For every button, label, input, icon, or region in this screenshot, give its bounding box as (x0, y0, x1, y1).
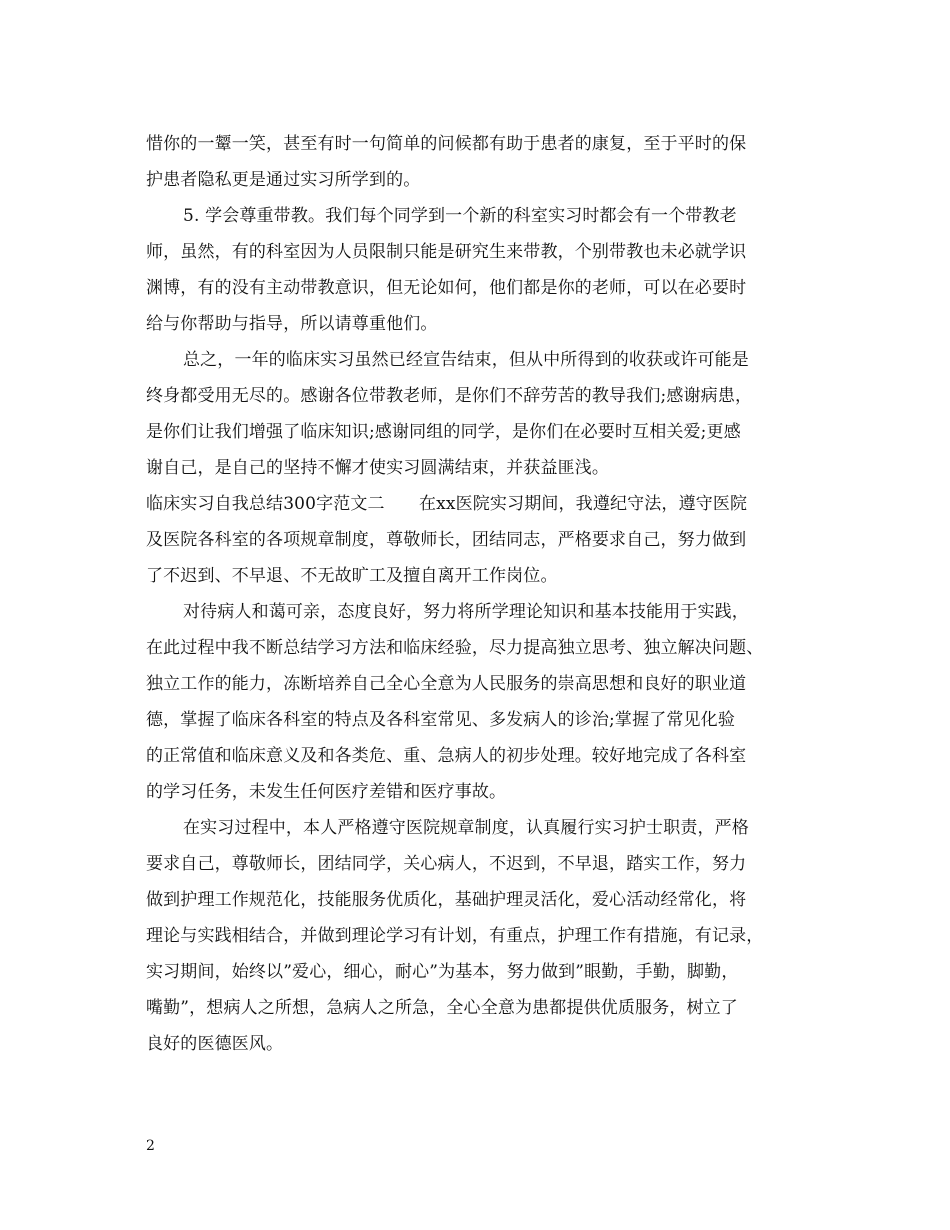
text-line: 给与你帮助与指导，所以请尊重他们。 (146, 314, 438, 334)
text-line: 理论与实践相结合，并做到理论学习有计划，有重点，护理工作有措施，有记录， (146, 926, 764, 946)
text-line: 在实习过程中，本人严格遵守医院规章制度，认真履行实习护士职责，严格 (183, 818, 749, 838)
text-line: 渊博，有的没有主动带教意识，但无论如何，他们都是你的老师，可以在必要时 (146, 278, 747, 298)
text-line: 独立工作的能力，冻断培养自己全心全意为人民服务的崇高思想和良好的职业道 (146, 674, 747, 694)
text-line: 实习期间，始终以”爱心，细心，耐心”为基本，努力做到”眼勤，手勤，脚勤， (146, 962, 739, 982)
text-line: 师，虽然，有的科室因为人员限制只能是研究生来带教，个别带教也未必就学识 (146, 242, 747, 262)
text-line: 嘴勤”，想病人之所想，急病人之所急，全心全意为患都提供优质服务，树立了 (146, 998, 738, 1018)
body-text (146, 126, 816, 1062)
text-line: 惜你的一颦一笑，甚至有时一句简单的问候都有助于患者的康复，至于平时的保 (146, 134, 747, 154)
text-line: 临床实习自我总结300字范文二 在xx医院实习期间，我遵纪守法，遵守医院 (146, 494, 748, 514)
text-line: 护患者隐私更是通过实习所学到的。 (146, 170, 421, 190)
text-line: 5. 学会尊重带教。我们每个同学到一个新的科室实习时都会有一个带教老 (183, 206, 737, 226)
text-line: 总之，一年的临床实习虽然已经宣告结束，但从中所得到的收获或许可能是 (183, 350, 749, 370)
text-line: 良好的医德医风。 (146, 1034, 284, 1054)
text-line: 是你们让我们增强了临床知识;感谢同组的同学，是你们在必要时互相关爱;更感 (146, 422, 741, 442)
page-number: 2 (146, 1138, 155, 1154)
text-line: 做到护理工作规范化，技能服务优质化，基础护理灵活化，爱心活动经常化，将 (146, 890, 747, 910)
text-line: 要求自己，尊敬师长，团结同学，关心病人，不迟到，不早退，踏实工作，努力 (146, 854, 747, 874)
text-line: 德，掌握了临床各科室的特点及各科室常见、多发病人的诊治;掌握了常见化验 (146, 710, 735, 730)
text-line: 谢自己，是自己的坚持不懈才使实习圆满结束，并获益匪浅。 (146, 458, 610, 478)
text-line: 终身都受用无尽的。感谢各位带教老师，是你们不辞劳苦的教导我们;感谢病患， (146, 386, 753, 406)
text-line: 及医院各科室的各项规章制度，尊敬师长，团结同志，严格要求自己，努力做到 (146, 530, 747, 550)
text-line: 在此过程中我不断总结学习方法和临床经验，尽力提高独立思考、独立解决问题、 (146, 638, 764, 658)
text-line: 的正常值和临床意义及和各类危、重、急病人的初步处理。较好地完成了各科室 (146, 746, 747, 766)
text-line: 对待病人和蔼可亲，态度良好，努力将所学理论知识和基本技能用于实践， (183, 602, 749, 622)
text-line: 了不迟到、不早退、不无故旷工及擅自离开工作岗位。 (146, 566, 558, 586)
text-line: 的学习任务，未发生任何医疗差错和医疗事故。 (146, 782, 507, 802)
